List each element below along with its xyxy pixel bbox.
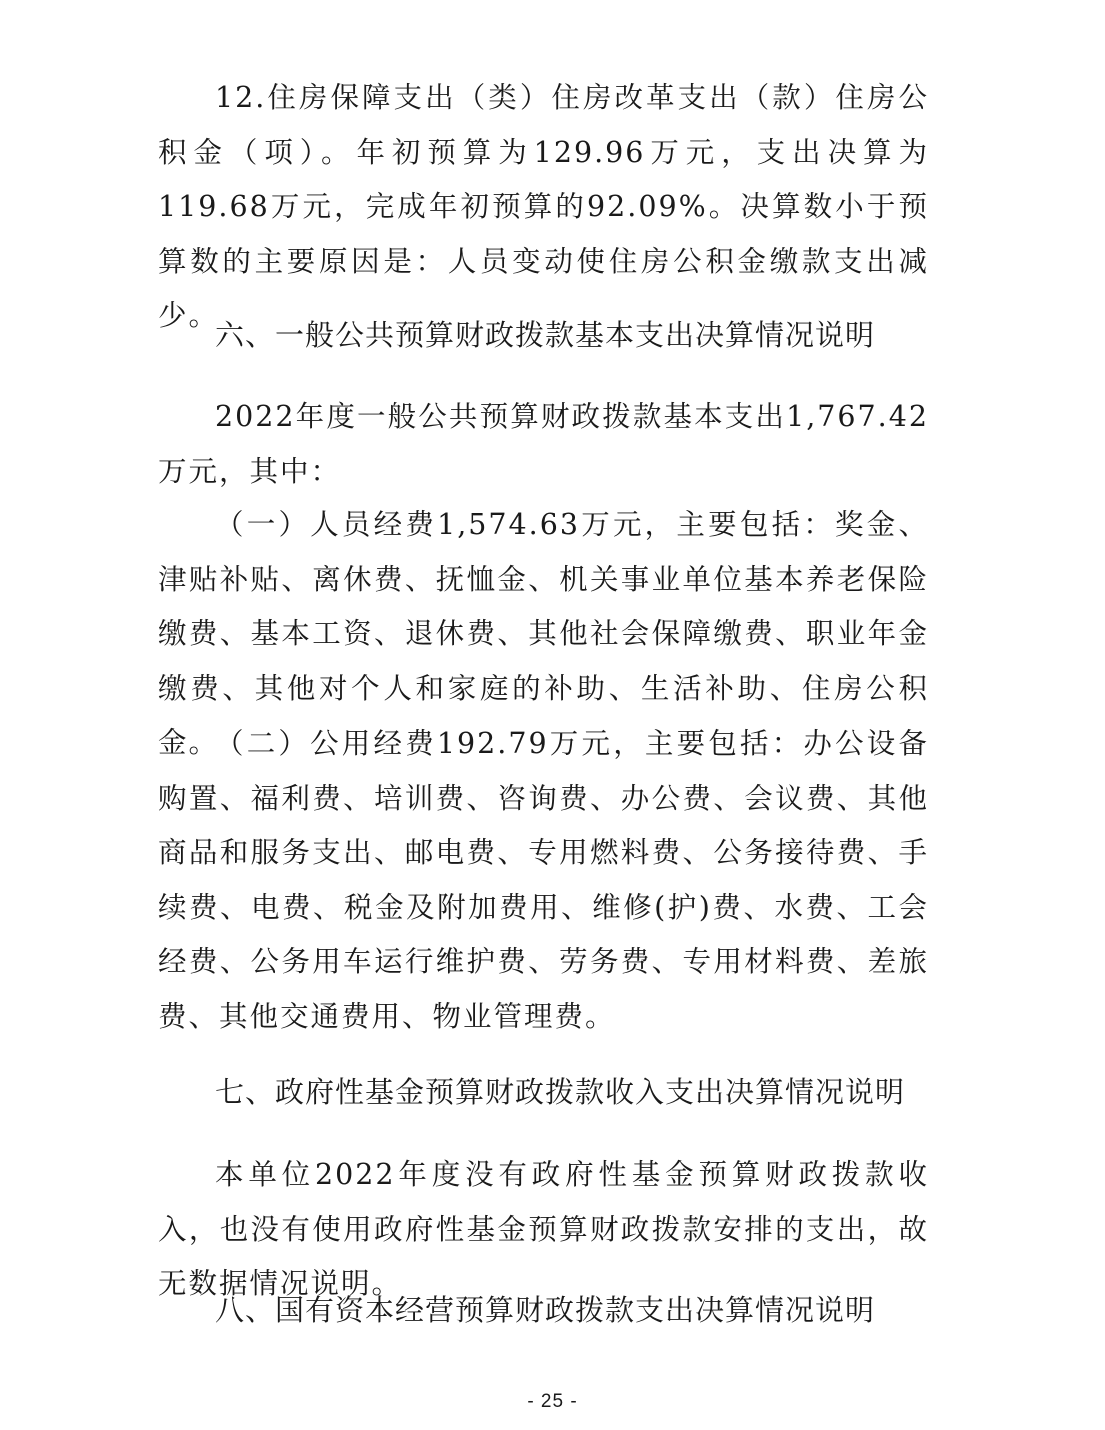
paragraph-housing-fund: 12.住房保障支出（类）住房改革支出（款）住房公积金（项）。年初预算为129.96万元，支出决算为119.68万元，完成年初预算的92.09%。决算数小于预算数的主要原因是：人员变动使住房公积金缴款支出减少。 bbox=[158, 81, 929, 332]
paragraph-personnel-expenses: （一）人员经费1,574.63万元，主要包括：奖金、津贴补贴、离休费、抚恤金、机关事业单位基本养老保险缴费、基本工资、退休费、其他社会保障缴费、职业年金缴费、其他对个人和家庭的补助、生活补助、住房公积金。 bbox=[158, 508, 929, 759]
page-number: - 25 - bbox=[527, 1391, 578, 1412]
section-6-heading: 六、一般公共预算财政拨款基本支出决算情况说明 bbox=[215, 318, 876, 352]
paragraph-government-fund: 本单位2022年度没有政府性基金预算财政拨款收入，也没有使用政府性基金预算财政拨款安排的支出，故无数据情况说明。 bbox=[158, 1158, 929, 1300]
section-7-heading: 七、政府性基金预算财政拨款收入支出决算情况说明 bbox=[215, 1075, 906, 1109]
paragraph-public-expenses: （二）公用经费192.79万元，主要包括：办公设备购置、福利费、培训费、咨询费、办公费、会议费、其他商品和服务支出、邮电费、专用燃料费、公务接待费、手续费、电费、税金及附加费用、维修(护)费、水费、工会经费、公务用车运行维护费、劳务费、专用材料费、差旅费、其他交通费用、物业管理费。 bbox=[158, 727, 929, 1033]
section-8-heading: 八、国有资本经营预算财政拨款支出决算情况说明 bbox=[215, 1293, 876, 1327]
paragraph-basic-expenditure-intro: 2022年度一般公共预算财政拨款基本支出1,767.42万元，其中： bbox=[158, 400, 929, 488]
